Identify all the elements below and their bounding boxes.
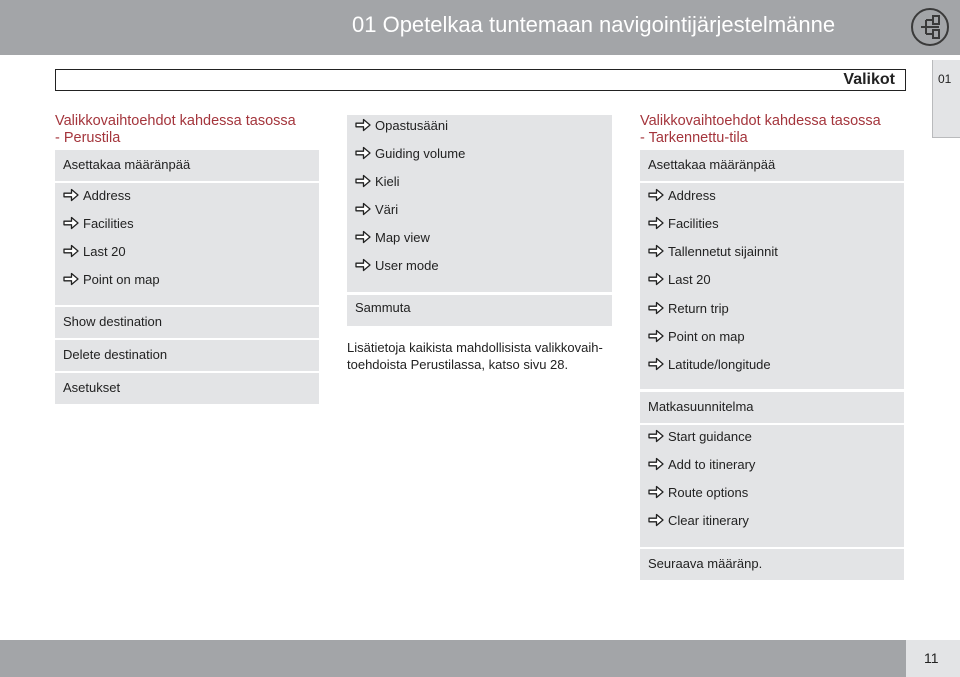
menu-item: Add to itinerary xyxy=(648,457,755,475)
menu-item: Tallennetut sijainnit xyxy=(648,244,778,262)
col2-bar-off: Sammuta xyxy=(347,295,612,326)
col1-bar-settings: Asetukset xyxy=(55,373,319,404)
section-title: Valikot xyxy=(843,71,895,88)
arrow-right-icon xyxy=(648,244,664,258)
arrow-right-icon xyxy=(648,272,664,286)
arrow-right-icon xyxy=(648,357,664,371)
col1-heading: Valikkovaihtoehdot kahdessa tasossa - Perustila xyxy=(55,113,296,146)
arrow-right-icon xyxy=(63,188,79,202)
arrow-right-icon xyxy=(355,258,371,272)
arrow-right-icon xyxy=(648,329,664,343)
menu-item: Facilities xyxy=(648,216,719,234)
menu-item: Clear itinerary xyxy=(648,513,749,531)
arrow-right-icon xyxy=(648,216,664,230)
col1-items-group xyxy=(55,183,319,305)
col3-itinerary-group xyxy=(640,425,904,547)
navigation-chapter-icon xyxy=(906,4,954,50)
col1-bar-show-destination: Show destination xyxy=(55,307,319,338)
arrow-right-icon xyxy=(355,146,371,160)
arrow-right-icon xyxy=(63,272,79,286)
menu-item: Opastusääni xyxy=(355,118,448,136)
menu-item: Address xyxy=(63,188,131,206)
menu-item: Point on map xyxy=(63,272,160,290)
arrow-right-icon xyxy=(648,301,664,315)
col2-items-group xyxy=(347,115,612,292)
info-note: Lisätietoja kaikista mahdollisista valikkovaih- toehdoista Perustilassa, katso sivu 28. xyxy=(347,340,603,372)
col1-bar-delete-destination: Delete destination xyxy=(55,340,319,371)
menu-item: Route options xyxy=(648,485,748,503)
col3-main-bar: Asettakaa määränpää xyxy=(640,150,904,181)
menu-item: Return trip xyxy=(648,301,729,319)
arrow-right-icon xyxy=(648,485,664,499)
page-header xyxy=(0,0,960,55)
page-footer xyxy=(0,640,960,677)
menu-item: Latitude/longitude xyxy=(648,357,771,375)
menu-item: Map view xyxy=(355,230,430,248)
arrow-right-icon xyxy=(355,202,371,216)
col3-bar-itinerary: Matkasuunnitelma xyxy=(640,392,904,423)
menu-item: Guiding volume xyxy=(355,146,465,164)
arrow-right-icon xyxy=(355,118,371,132)
arrow-right-icon xyxy=(648,513,664,527)
arrow-right-icon xyxy=(63,216,79,230)
chapter-tab: 01 xyxy=(932,60,960,138)
arrow-right-icon xyxy=(63,244,79,258)
arrow-right-icon xyxy=(355,230,371,244)
col1-main-bar: Asettakaa määränpää xyxy=(55,150,319,181)
menu-item: User mode xyxy=(355,258,439,276)
col3-items-group xyxy=(640,183,904,389)
menu-item: Last 20 xyxy=(648,272,711,290)
section-header xyxy=(55,69,906,91)
page-number: 11 xyxy=(924,650,939,666)
menu-item: Start guidance xyxy=(648,429,752,447)
col3-bar-next-destination: Seuraava määränp. xyxy=(640,549,904,580)
arrow-right-icon xyxy=(648,188,664,202)
arrow-right-icon xyxy=(355,174,371,188)
page-number-box xyxy=(906,640,960,677)
menu-item: Facilities xyxy=(63,216,134,234)
menu-item: Address xyxy=(648,188,716,206)
col3-heading: Valikkovaihtoehdot kahdessa tasossa - Tarkennettu-tila xyxy=(640,113,881,146)
arrow-right-icon xyxy=(648,457,664,471)
menu-item: Last 20 xyxy=(63,244,126,262)
chapter-title: 01 Opetelkaa tuntemaan navigointijärjestelmänne xyxy=(352,12,836,37)
menu-item: Kieli xyxy=(355,174,400,192)
menu-item: Point on map xyxy=(648,329,745,347)
arrow-right-icon xyxy=(648,429,664,443)
menu-item: Väri xyxy=(355,202,398,220)
